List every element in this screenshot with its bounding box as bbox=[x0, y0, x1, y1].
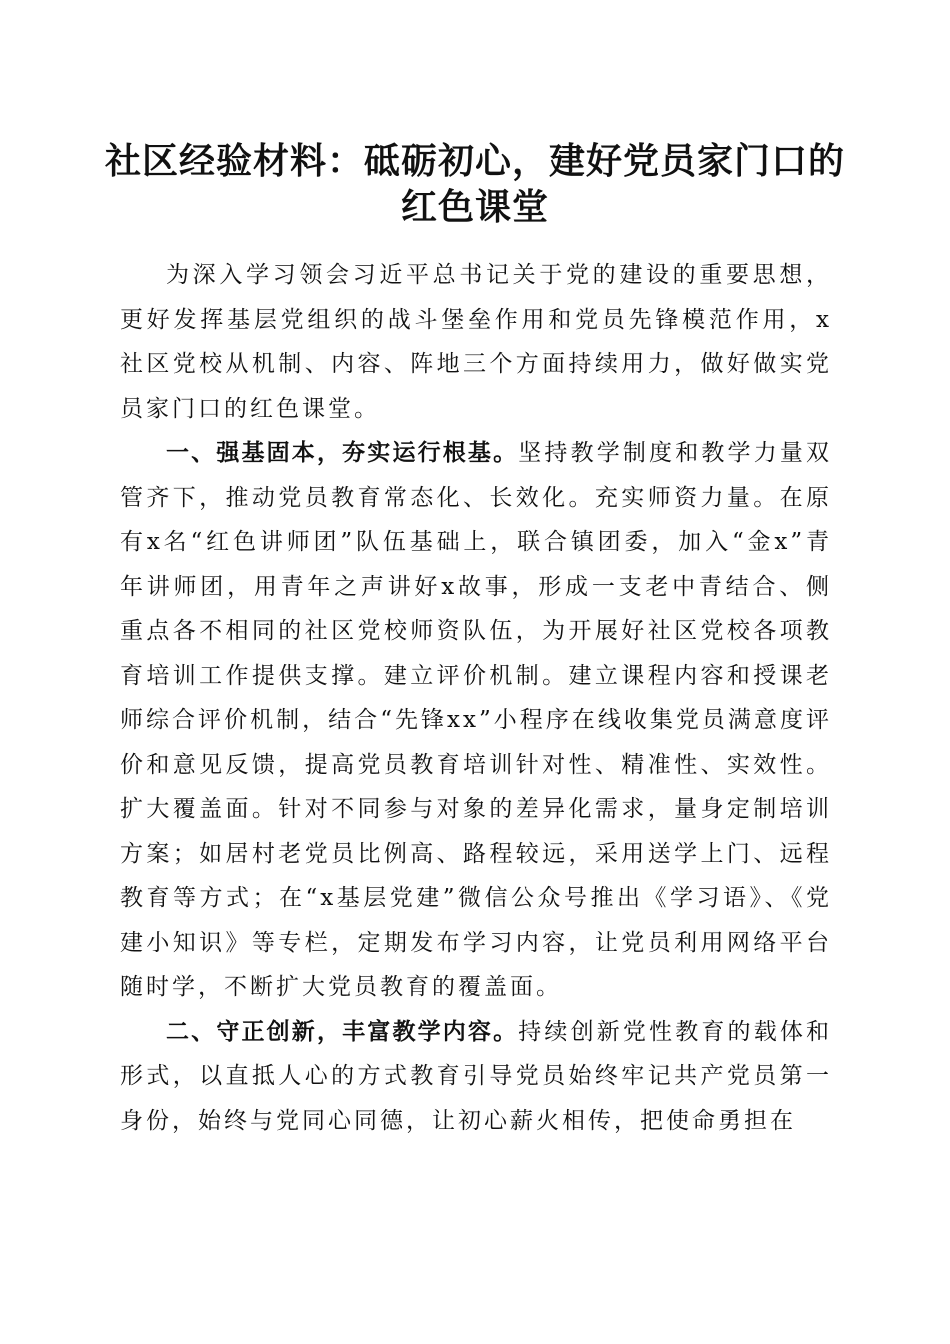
paragraph-text: 为深入学习领会习近平总书记关于党的建设的重要思想，更好发挥基层党组织的战斗堡垒作用和党员先锋模范作用，x社区党校从机制、内容、阵地三个方面持续用力，做好做实党员家门口的红色课堂。 bbox=[120, 262, 832, 422]
paragraph-intro bbox=[120, 253, 832, 431]
document-body bbox=[120, 253, 832, 1143]
paragraph-text: 坚持教学制度和教学力量双管齐下，推动党员教育常态化、长效化。充实师资力量。在原有x名“红色讲师团”队伍基础上，联合镇团委，加入“金x”青年讲师团，用青年之声讲好x故事，形成一支老中青结合、侧重点各不相同的社区党校师资队伍，为开展好社区党校各项教育培训工作提供支撑。建立评价机制。建立课程内容和授课老师综合评价机制，结合“先锋xx”小程序在线收集党员满意度评价和意见反馈，提高党员教育培训针对性、精准性、实效性。扩大覆盖面。针对不同参与对象的差异化需求，量身定制培训方案；如居村老党员比例高、路程较远，采用送学上门、远程教育等方式；在“x基层党建”微信公众号推出《学习语》、《党建小知识》等专栏，定期发布学习内容，让党员利用网络平台随时学，不断扩大党员教育的覆盖面。 bbox=[120, 440, 833, 1000]
section-heading-1: 一、强基固本，夯实运行根基。 bbox=[166, 440, 519, 466]
paragraph-text: 持续创新党性教育的载体和形式，以直抵人心的方式教育引导党员始终牢记共产党员第一身份，始终与党同心同德，让初心薪火相传，把使命勇担在 bbox=[120, 1018, 833, 1134]
paragraph-section-2 bbox=[120, 1010, 832, 1144]
paragraph-section-1 bbox=[120, 431, 832, 1010]
section-heading-2: 二、守正创新，丰富教学内容。 bbox=[166, 1018, 519, 1045]
document-title: 社区经验材料：砥砺初心，建好党员家门口的红色课堂 bbox=[104, 140, 845, 228]
